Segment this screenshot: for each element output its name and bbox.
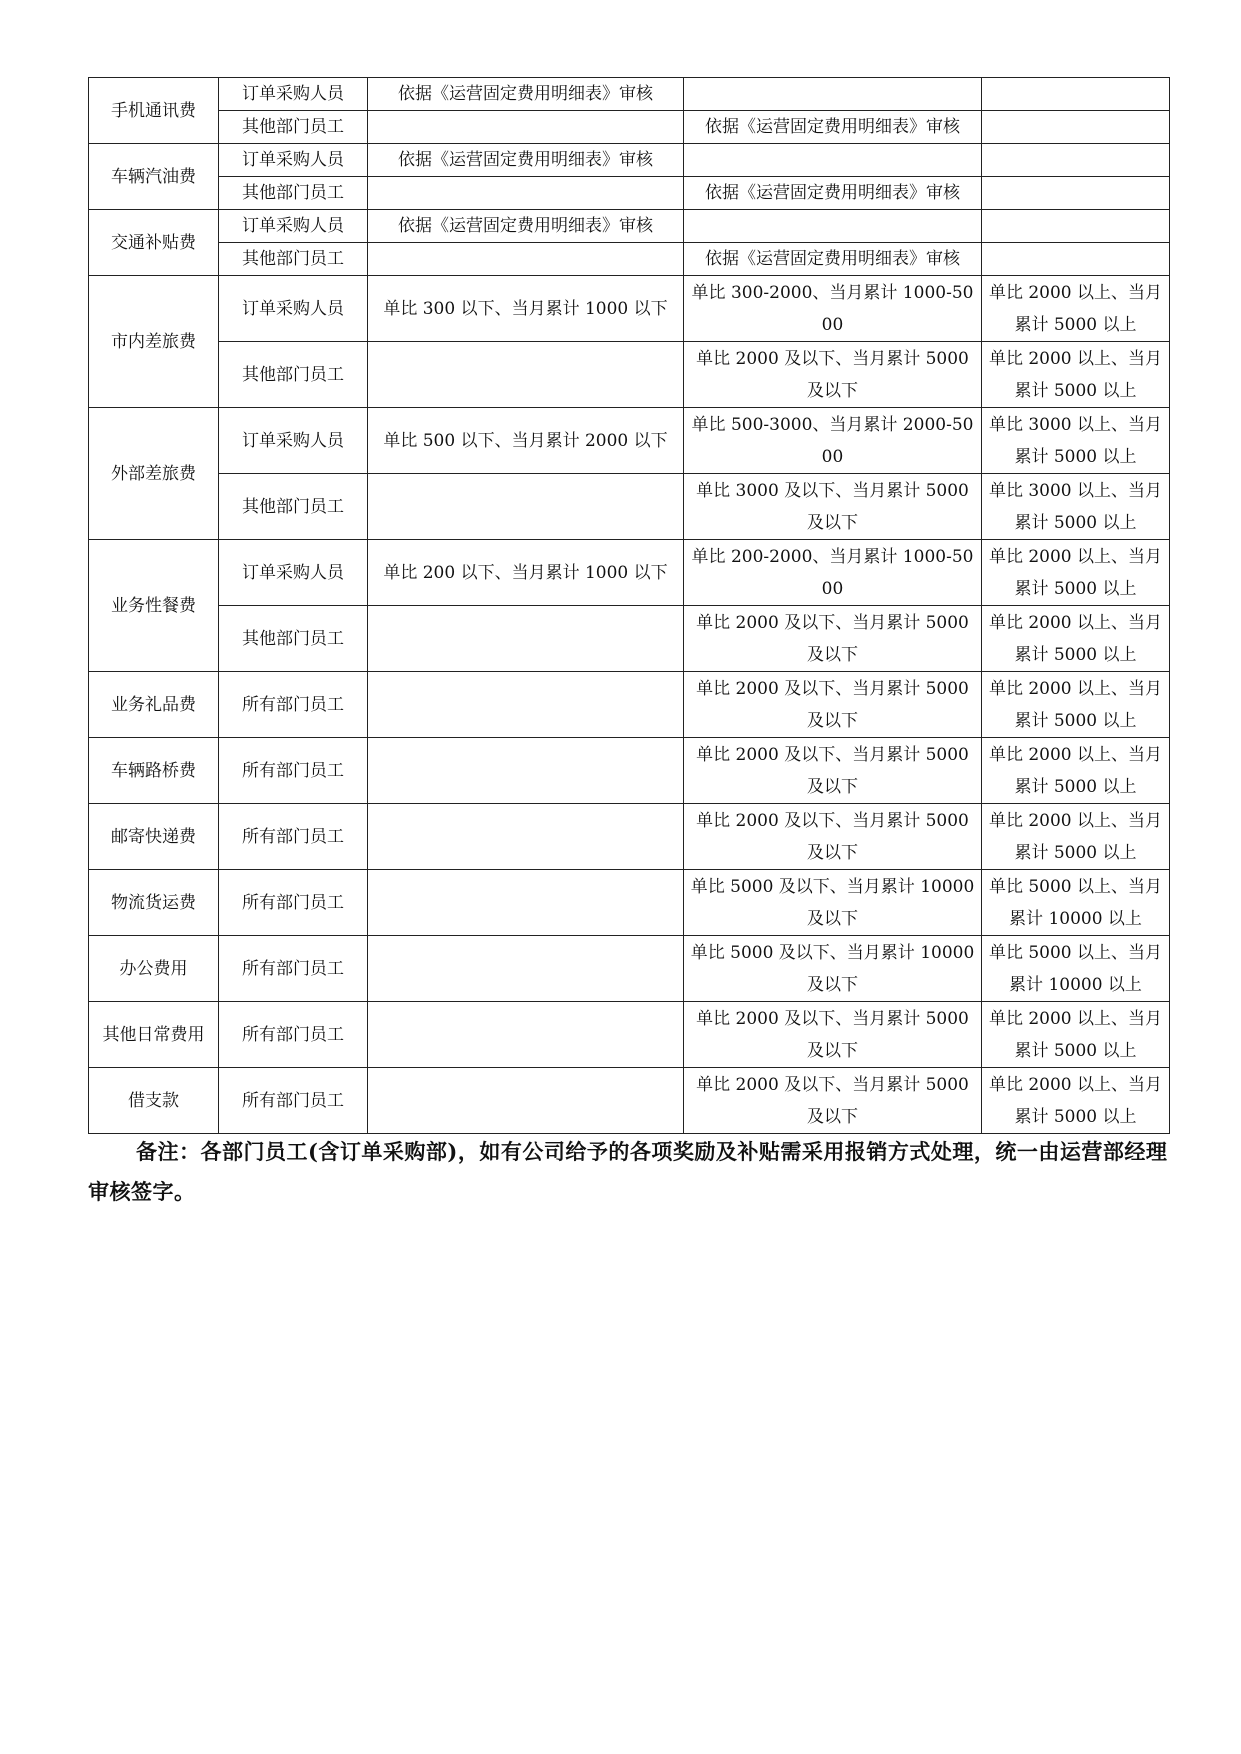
table-row [89,342,1170,408]
remark-note [88,1132,1169,1212]
limit-cell-level2: 单比 5000 及以下、当月累计 10000 及以下 [684,936,982,1002]
limit-cell-level1: 依据《运营固定费用明细表》审核 [368,210,684,243]
limit-cell-level3 [982,243,1170,276]
staff-cell: 其他部门员工 [219,606,368,672]
limit-cell-level1 [368,474,684,540]
limit-cell-level3: 单比 3000 以上、当月累计 5000 以上 [982,474,1170,540]
limit-cell-level2 [684,144,982,177]
limit-cell-level2: 单比 2000 及以下、当月累计 5000 及以下 [684,342,982,408]
table-row [89,870,1170,936]
limit-cell-level1: 依据《运营固定费用明细表》审核 [368,78,684,111]
limit-cell-level1 [368,111,684,144]
staff-cell: 所有部门员工 [219,1068,368,1134]
table-row [89,1002,1170,1068]
staff-cell: 订单采购人员 [219,540,368,606]
staff-cell: 订单采购人员 [219,408,368,474]
table-row [89,804,1170,870]
limit-cell-level3: 单比 2000 以上、当月累计 5000 以上 [982,342,1170,408]
limit-cell-level2: 单比 3000 及以下、当月累计 5000 及以下 [684,474,982,540]
limit-cell-level2: 单比 5000 及以下、当月累计 10000 及以下 [684,870,982,936]
limit-cell-level1 [368,177,684,210]
expense-item-cell: 借支款 [89,1068,219,1134]
limit-cell-level3: 单比 2000 以上、当月累计 5000 以上 [982,738,1170,804]
staff-cell: 其他部门员工 [219,177,368,210]
limit-cell-level2: 单比 200-2000、当月累计 1000-5000 [684,540,982,606]
limit-cell-level3 [982,144,1170,177]
table-row [89,408,1170,474]
limit-cell-level3: 单比 2000 以上、当月累计 5000 以上 [982,804,1170,870]
limit-cell-level1 [368,804,684,870]
limit-cell-level2: 单比 2000 及以下、当月累计 5000 及以下 [684,672,982,738]
limit-cell-level1 [368,1068,684,1134]
limit-cell-level3: 单比 5000 以上、当月累计 10000 以上 [982,936,1170,1002]
limit-cell-level1 [368,672,684,738]
limit-cell-level1: 单比 500 以下、当月累计 2000 以下 [368,408,684,474]
table-row [89,144,1170,177]
staff-cell: 所有部门员工 [219,1002,368,1068]
limit-cell-level1: 单比 200 以下、当月累计 1000 以下 [368,540,684,606]
staff-cell: 其他部门员工 [219,474,368,540]
limit-cell-level2: 依据《运营固定费用明细表》审核 [684,111,982,144]
staff-cell: 订单采购人员 [219,276,368,342]
expense-item-cell: 手机通讯费 [89,78,219,144]
table-row [89,276,1170,342]
table-row [89,474,1170,540]
table-row [89,738,1170,804]
staff-cell: 所有部门员工 [219,870,368,936]
limit-cell-level3 [982,111,1170,144]
staff-cell: 其他部门员工 [219,111,368,144]
table-row [89,606,1170,672]
limit-cell-level3: 单比 5000 以上、当月累计 10000 以上 [982,870,1170,936]
expense-item-cell: 市内差旅费 [89,276,219,408]
staff-cell: 所有部门员工 [219,738,368,804]
expense-item-cell: 车辆路桥费 [89,738,219,804]
expense-item-cell: 交通补贴费 [89,210,219,276]
limit-cell-level2: 依据《运营固定费用明细表》审核 [684,177,982,210]
expense-approval-table [88,77,1170,1134]
staff-cell: 订单采购人员 [219,78,368,111]
table-row [89,1068,1170,1134]
expense-item-cell: 业务礼品费 [89,672,219,738]
table-row [89,210,1170,243]
expense-item-cell: 邮寄快递费 [89,804,219,870]
limit-cell-level2: 单比 2000 及以下、当月累计 5000 及以下 [684,804,982,870]
expense-item-cell: 车辆汽油费 [89,144,219,210]
table-row [89,540,1170,606]
limit-cell-level3 [982,177,1170,210]
limit-cell-level2: 单比 2000 及以下、当月累计 5000 及以下 [684,606,982,672]
limit-cell-level1: 单比 300 以下、当月累计 1000 以下 [368,276,684,342]
limit-cell-level2 [684,210,982,243]
expense-item-cell: 物流货运费 [89,870,219,936]
remark-text: 备注：各部门员工(含订单采购部)，如有公司给予的各项奖励及补贴需采用报销方式处理，统一由运营部经理审核签字。 [88,1139,1168,1204]
limit-cell-level1 [368,243,684,276]
limit-cell-level3: 单比 2000 以上、当月累计 5000 以上 [982,1002,1170,1068]
table-row [89,78,1170,111]
limit-cell-level2: 单比 300-2000、当月累计 1000-5000 [684,276,982,342]
limit-cell-level1 [368,342,684,408]
limit-cell-level1 [368,606,684,672]
limit-cell-level2 [684,78,982,111]
expense-item-cell: 外部差旅费 [89,408,219,540]
staff-cell: 订单采购人员 [219,144,368,177]
staff-cell: 所有部门员工 [219,672,368,738]
limit-cell-level1 [368,936,684,1002]
limit-cell-level3: 单比 3000 以上、当月累计 5000 以上 [982,408,1170,474]
limit-cell-level2: 单比 2000 及以下、当月累计 5000 及以下 [684,738,982,804]
table-row [89,672,1170,738]
expense-item-cell: 其他日常费用 [89,1002,219,1068]
expense-item-cell: 办公费用 [89,936,219,1002]
limit-cell-level3: 单比 2000 以上、当月累计 5000 以上 [982,1068,1170,1134]
table-row [89,936,1170,1002]
table-row [89,177,1170,210]
limit-cell-level1 [368,738,684,804]
limit-cell-level2: 单比 2000 及以下、当月累计 5000 及以下 [684,1068,982,1134]
staff-cell: 所有部门员工 [219,936,368,1002]
expense-item-cell: 业务性餐费 [89,540,219,672]
limit-cell-level1 [368,870,684,936]
limit-cell-level3: 单比 2000 以上、当月累计 5000 以上 [982,276,1170,342]
limit-cell-level3: 单比 2000 以上、当月累计 5000 以上 [982,606,1170,672]
limit-cell-level3: 单比 2000 以上、当月累计 5000 以上 [982,672,1170,738]
staff-cell: 其他部门员工 [219,342,368,408]
limit-cell-level3 [982,210,1170,243]
staff-cell: 订单采购人员 [219,210,368,243]
limit-cell-level2: 单比 500-3000、当月累计 2000-5000 [684,408,982,474]
table-row [89,243,1170,276]
limit-cell-level1: 依据《运营固定费用明细表》审核 [368,144,684,177]
limit-cell-level3: 单比 2000 以上、当月累计 5000 以上 [982,540,1170,606]
limit-cell-level3 [982,78,1170,111]
table-row [89,111,1170,144]
staff-cell: 所有部门员工 [219,804,368,870]
limit-cell-level2: 依据《运营固定费用明细表》审核 [684,243,982,276]
staff-cell: 其他部门员工 [219,243,368,276]
limit-cell-level2: 单比 2000 及以下、当月累计 5000 及以下 [684,1002,982,1068]
limit-cell-level1 [368,1002,684,1068]
